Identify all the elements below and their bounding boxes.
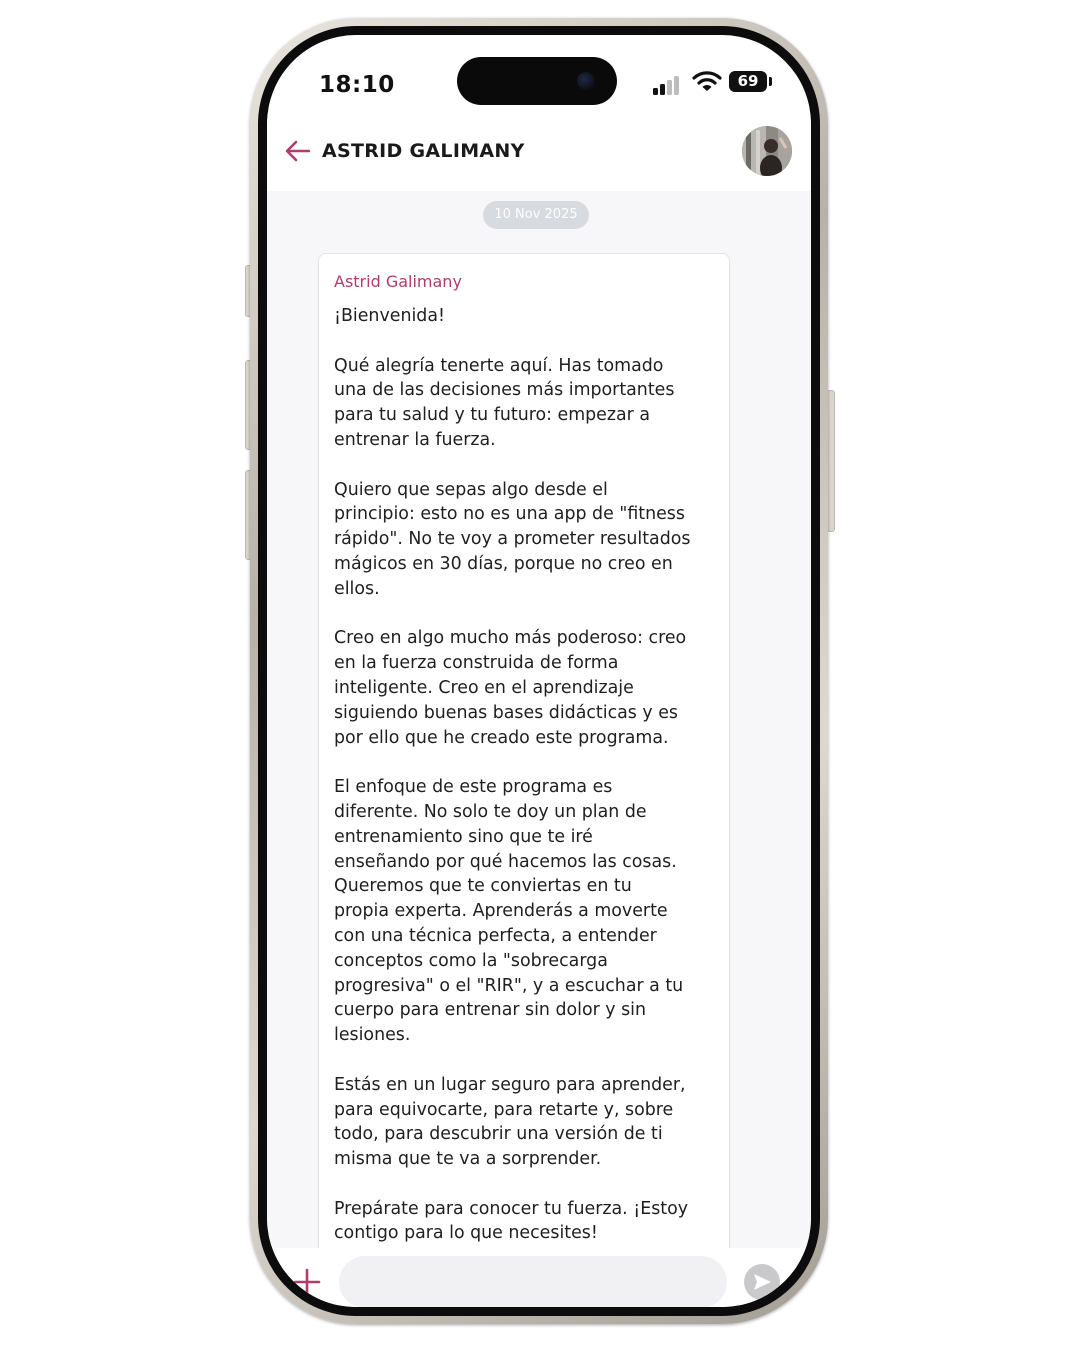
cellular-signal-icon [653,73,685,95]
battery-icon: 69 [729,71,767,92]
power-button [827,390,835,532]
wifi-icon [692,69,722,93]
date-separator: 10 Nov 2025 [483,201,589,229]
message-bubble [318,253,730,1248]
message-text: ¡Bienvenida! Qué alegría tenerte aquí. Has tomado una de las decisiones más importantes para tu salud y tu futuro: empezar a entrenar la fuerza. Quiero que sepas algo desde el principio: esto no es una app de "fitness rápido". No te voy a prometer resultados mágicos en 30 días, porque no creo en ellos. Creo en algo mucho más poderoso: creo en la fuerza construida de forma inteligente. Creo en el aprendizaje siguiendo buenas bases didácticas y es por ello que he creado este programa. El enfoque de este programa es diferente. No solo te doy un plan de entrenamiento sino que te iré enseñando por qué hacemos las cosas. Queremos que te conviertas en tu propia experta. Aprenderás a moverte con una técnica perfecta, a entender conceptos como la "sobrecarga progresiva" o el "RIR", y a escuchar a tu cuerpo para entrenar sin dolor y sin lesiones. Estás en un lugar seguro para aprender, para equivocarte, para retarte y, sobre todo, para descubrir una versión de ti misma que te va a sorprender. Prepárate para conocer tu fuerza. ¡Estoy contigo para lo que necesites! [334,306,691,1244]
send-icon [744,1264,780,1300]
message-sender: Astrid Galimany [334,272,462,291]
phone-frame [250,18,828,1324]
plus-icon[interactable] [293,1268,321,1296]
send-button[interactable] [744,1264,780,1300]
status-time: 18:10 [319,72,395,98]
battery-tip [769,77,772,86]
messages-area[interactable] [267,191,811,1248]
chat-header [267,119,811,191]
arrow-left-icon[interactable] [283,136,313,166]
phone-bezel [258,26,820,1316]
message-composer [267,1248,811,1307]
front-camera-icon [577,72,595,90]
phone-screen [267,35,811,1307]
avatar-photo [742,126,792,176]
message-input[interactable] [339,1256,727,1307]
dynamic-island [457,57,617,105]
chat-title: ASTRID GALIMANY [322,140,525,162]
avatar[interactable] [742,126,792,176]
